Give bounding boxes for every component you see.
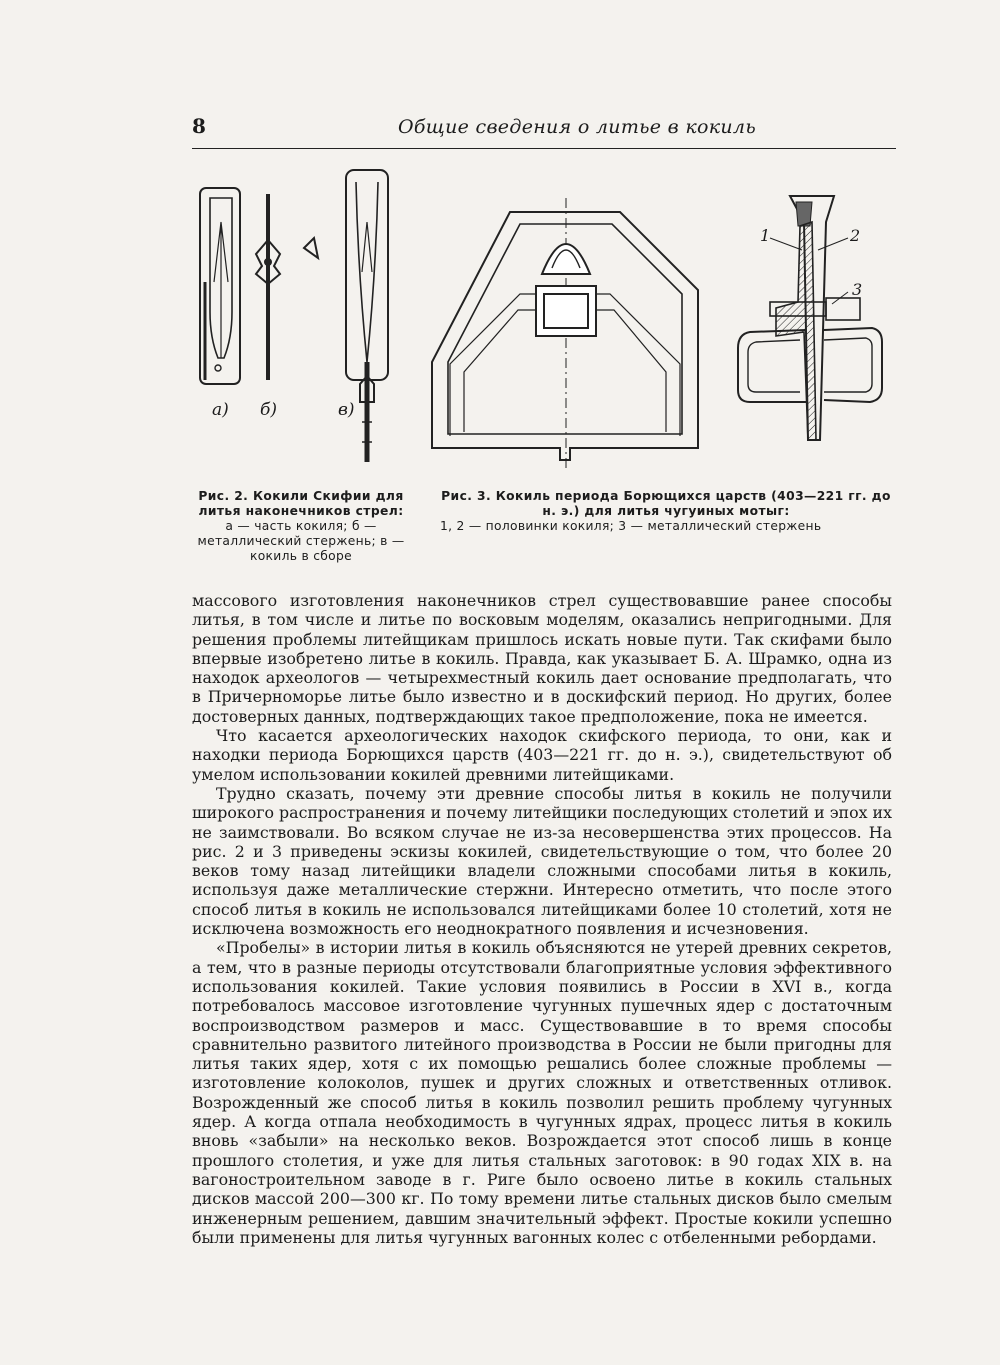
figure-3-caption [436, 489, 896, 534]
figure-2-caption-title: Рис. 2. Кокили Скифии для литья наконечников стрел: [198, 489, 404, 518]
label-b: б) [260, 400, 278, 420]
paragraph: «Пробелы» в истории литья в кокиль объясняются не утерей древних секретов, а тем, что в разные периоды отсутствовали благоприятные условия эффективного использования кокилей. Такие условия появились в России в XVI в., когда потребовалось массовое изготовление чугунных пушечных ядер с достаточным воспроизводством размеров и масс. Существовавшие в то время способы сравнительно развитого литейного производства в России не были пригодны для литья таких ядер, хотя с их помощью решались более сложные проблемы — изготовление колоколов, пушек и других сложных и ответственных отливок. Возрожденный же способ литья в кокиль позволил решить проблему чугунных ядер. А когда отпала необходимость в чугунных ядрах, процесс литья в кокиль вновь «забыли» на несколько веков. Возрождается этот способ лишь в конце прошлого столетия, и уже для литья стальных заготовок: в 90 годах XIX в. на вагоностроительном заводе в г. Риге было освоено литье в кокиль стальных дисков массой 200—300 кг. По тому времени литье стальных дисков было смелым инженерным решением, давшим значительный эффект. Простые кокили успешно были применены для литья чугунных вагонных колес с отбеленными ребордами. [192, 938, 892, 1247]
body-text [192, 591, 892, 1247]
callout-3: 3 [852, 280, 863, 299]
running-title: Общие сведения о литье в кокиль [398, 116, 756, 138]
figure-3-caption-desc: 1, 2 — половинки кокиля; 3 — металлический стержень [440, 519, 822, 533]
figure-2-drawing [188, 162, 408, 474]
figure-3-caption-title: Рис. 3. Кокиль периода Борющихся царств (403—221 гг. до н. э.) для литья чугуиных мотыг: [441, 489, 891, 518]
hoe-mold-drawing [432, 198, 698, 472]
page-header [192, 112, 896, 149]
paragraph: Трудно сказать, почему эти древние способы литья в кокиль не получили широкого распространения и почему литейщики последующих столетий и эпох их не заимствовали. Во всяком случае не из-за несовершенства этих процессов. На рис. 2 и 3 приведены эскизы кокилей, свидетельствующие о том, что более 20 веков тому назад литейщики владели сложными способами литья в кокиль, используя даже металлические стержни. Интересно отметить, что после этого способ литья в кокиль не использовался литейщиками более 10 столетий, хотя не исключена возможность его неоднократного появления и исчезновения. [192, 783, 892, 939]
figure-3-drawing [420, 162, 900, 474]
paragraph: массового изготовления наконечников стрел существовавшие ранее способы литья, в том числе и литье по восковым моделям, оказались непригодными. Для решения проблемы литейщикам пришлось искать новые пути. Так скифами было впервые изобретено литье в кокиль. Правда, как указывает Б. А. Шрамко, одна из находок археологов — четырехместный кокиль дает основание предполагать, что в Причерноморье литье было известно и в доскифский период. Но других, более достоверных данных, подтверждающих такое предположение, пока не имеется. [192, 591, 892, 726]
page-number: 8 [192, 114, 206, 138]
label-a: а) [212, 400, 229, 420]
mold-half-drawing [200, 188, 240, 384]
metal-core-drawing [256, 194, 318, 380]
figure-2-caption-desc: а — часть кокиля; б — металлический стержень; в — кокиль в сборе [197, 519, 405, 563]
callout-2: 2 [850, 226, 861, 245]
figure-2-caption [188, 489, 414, 564]
callout-1: 1 [760, 226, 771, 245]
paragraph: Что касается археологических находок скифского периода, то они, как и находки периода Борющихся царств (403—221 гг. до н. э.), свидетельствуют об умелом использовании кокилей древними литейщиками. [192, 726, 892, 784]
label-c: в) [338, 400, 355, 420]
